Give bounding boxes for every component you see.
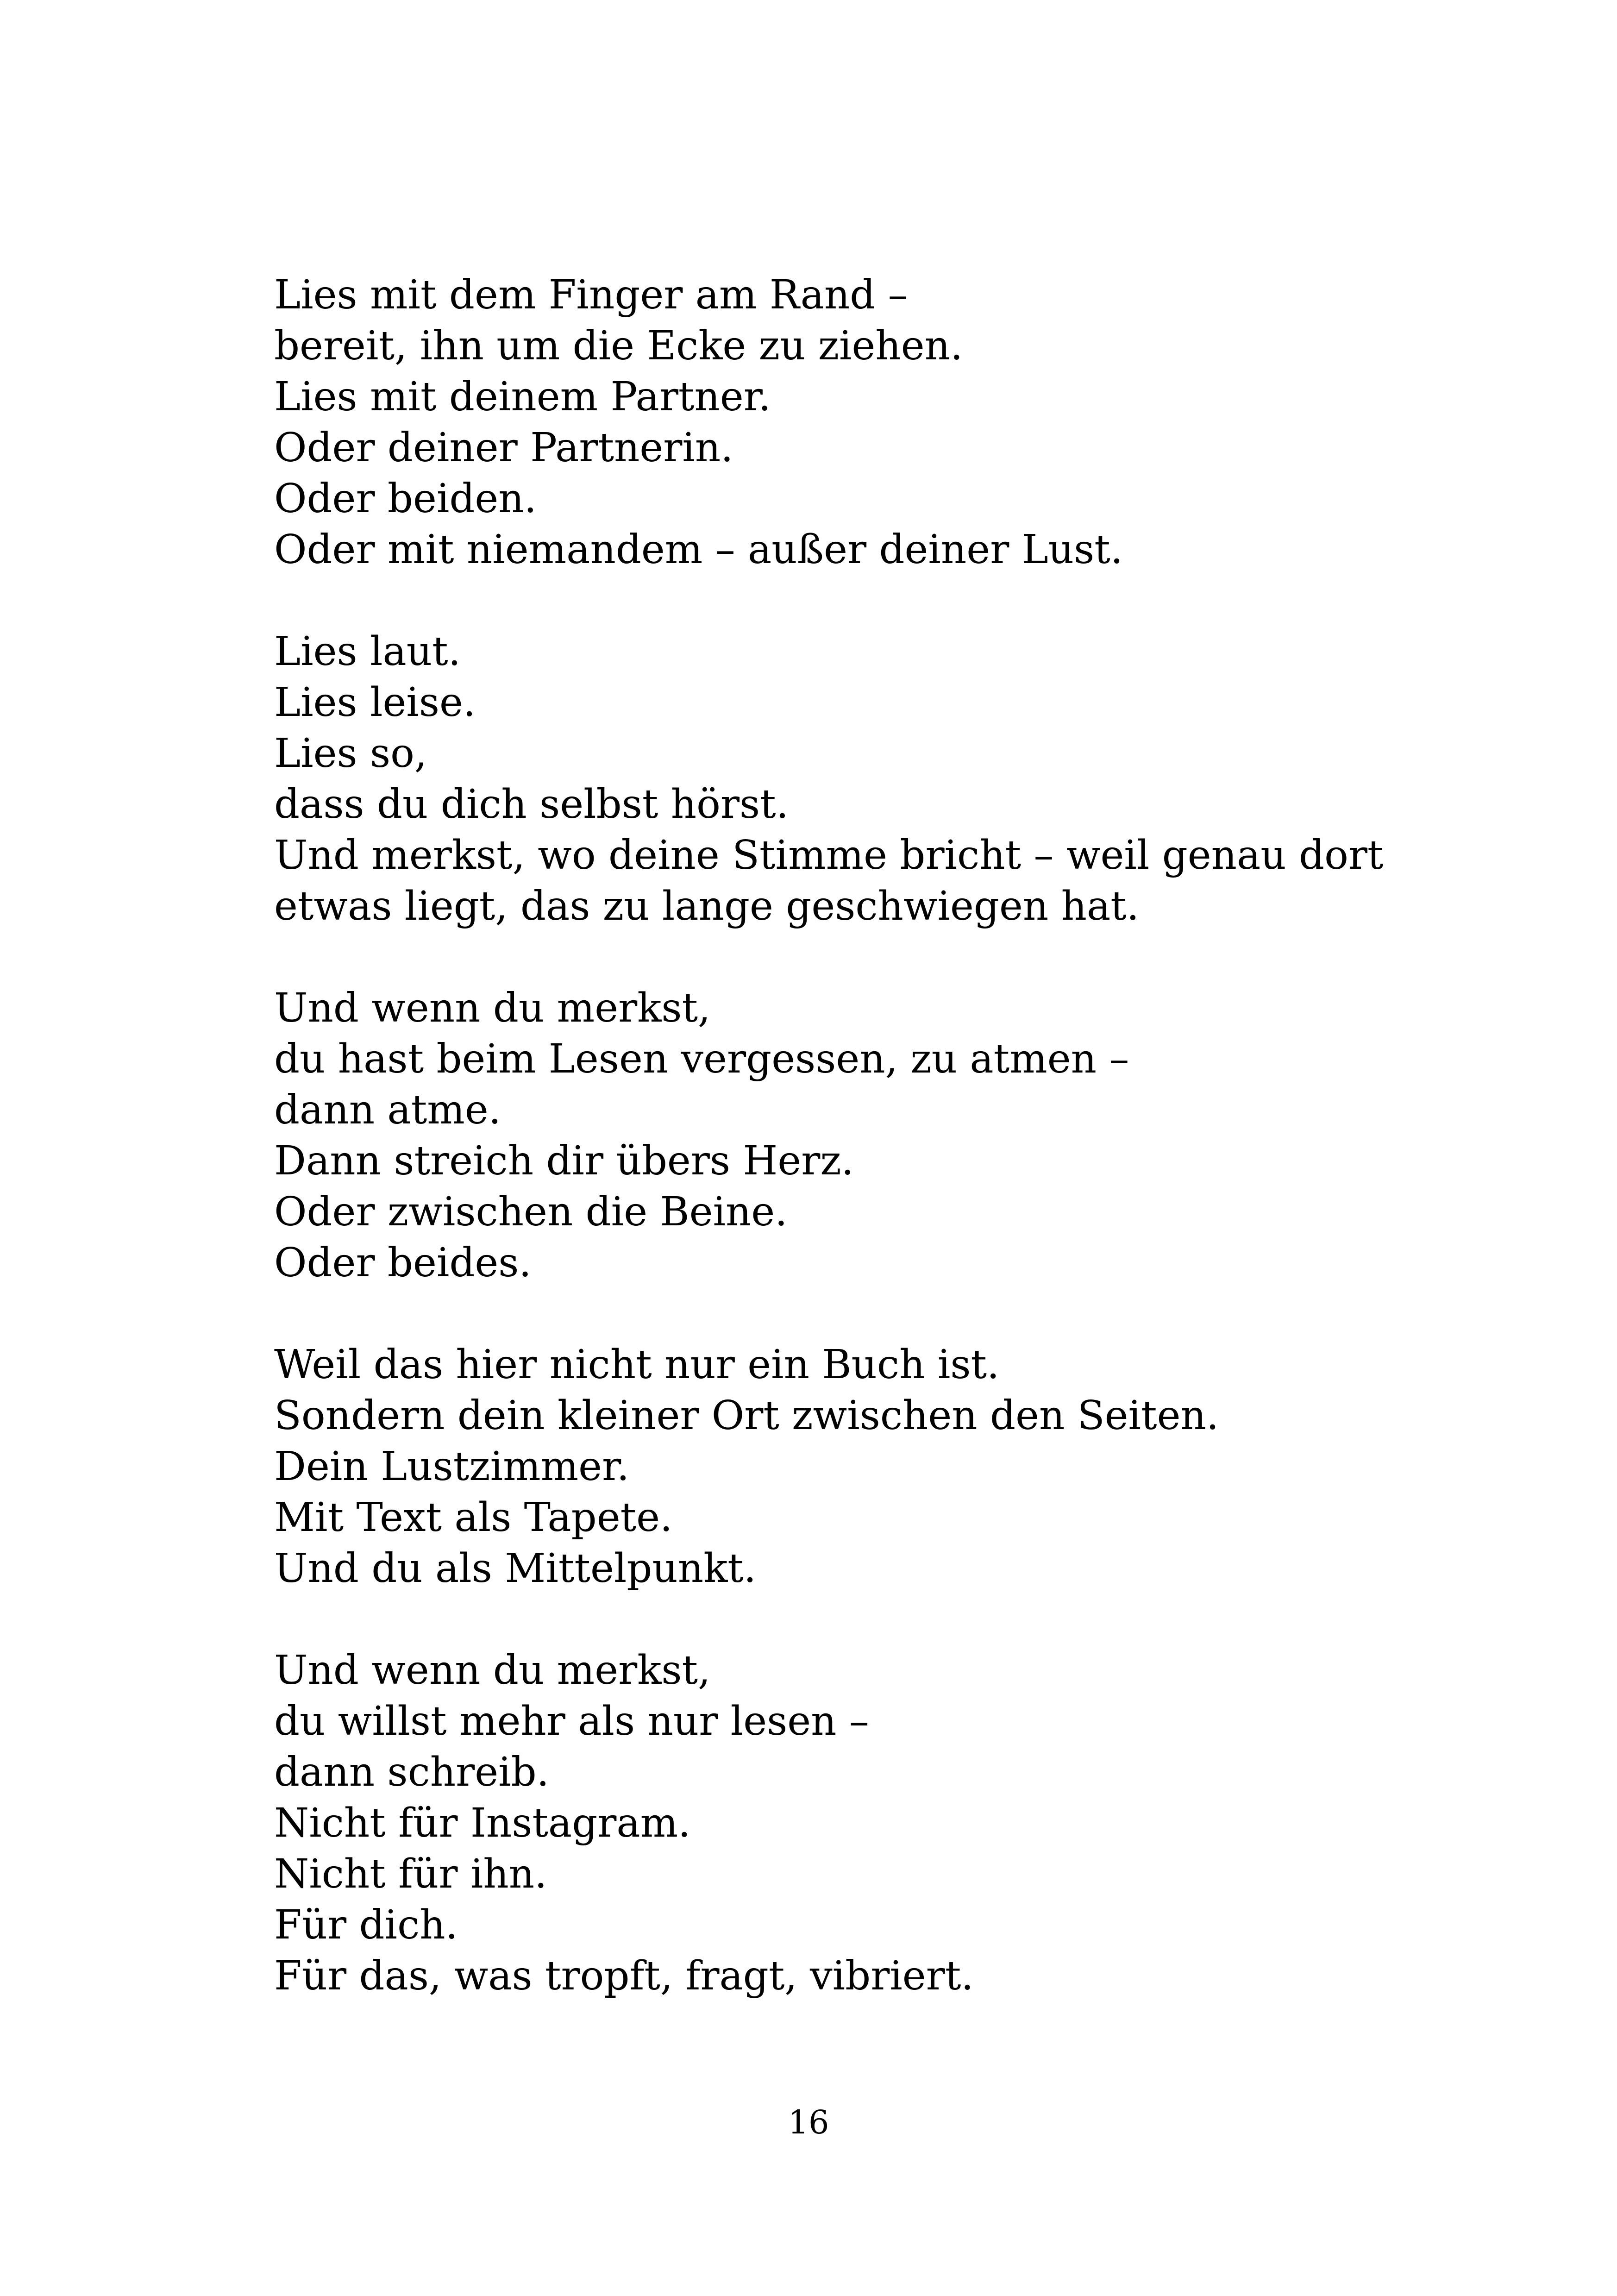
poem-line: Und wenn du merkst, bbox=[274, 1647, 711, 1694]
poem-line: Lies mit deinem Partner. bbox=[274, 374, 771, 420]
stanza bbox=[274, 626, 1385, 932]
poem-line: Nicht für Instagram. bbox=[274, 1800, 691, 1846]
poem-line: Oder deiner Partnerin. bbox=[274, 425, 733, 471]
poem-line: dann schreib. bbox=[274, 1749, 550, 1795]
poem-line: Lies leise. bbox=[274, 679, 476, 726]
poem-line: Sondern dein kleiner Ort zwischen den Seiten. bbox=[274, 1393, 1219, 1439]
stanza bbox=[274, 1339, 1385, 1594]
poem-line: Oder mit niemandem – außer deiner Lust. bbox=[274, 527, 1123, 573]
stanza bbox=[274, 1645, 1385, 2001]
poem-line: Für das, was tropft, fragt, vibriert. bbox=[274, 1953, 974, 1999]
poem-line: Und merkst, wo deine Stimme bricht – weil genau dort bbox=[274, 832, 1384, 878]
poem-line: Dann streich dir übers Herz. bbox=[274, 1138, 854, 1184]
poem-line: Mit Text als Tapete. bbox=[274, 1494, 673, 1541]
poem-line: Lies mit dem Finger am Rand – bbox=[274, 272, 908, 318]
poem-line: du hast beim Lesen vergessen, zu atmen – bbox=[274, 1036, 1129, 1082]
page-number: 16 bbox=[788, 2103, 829, 2141]
poem-line: Oder beiden. bbox=[274, 476, 537, 522]
poem-line: Und du als Mittelpunkt. bbox=[274, 1545, 757, 1592]
poem-line: du willst mehr als nur lesen – bbox=[274, 1698, 869, 1744]
stanza bbox=[274, 270, 1385, 575]
poem-line: Weil das hier nicht nur ein Buch ist. bbox=[274, 1342, 1000, 1388]
poem-line: Lies so, bbox=[274, 730, 427, 777]
poem-line: Und wenn du merkst, bbox=[274, 985, 711, 1031]
poem-line: dass du dich selbst hörst. bbox=[274, 781, 789, 828]
poem-line: Für dich. bbox=[274, 1902, 458, 1948]
poem-line: etwas liegt, das zu lange geschwiegen hat. bbox=[274, 883, 1140, 929]
poem-line: dann atme. bbox=[274, 1087, 501, 1133]
poem-line: Lies laut. bbox=[274, 628, 461, 675]
stanza bbox=[274, 983, 1385, 1288]
poem-line: Nicht für ihn. bbox=[274, 1851, 547, 1897]
poem-line: Dein Lustzimmer. bbox=[274, 1443, 630, 1490]
poem-line: Oder zwischen die Beine. bbox=[274, 1189, 788, 1235]
poem-line: Oder beides. bbox=[274, 1240, 532, 1286]
poem-line: bereit, ihn um die Ecke zu ziehen. bbox=[274, 323, 963, 369]
poem-body bbox=[274, 270, 1385, 2052]
